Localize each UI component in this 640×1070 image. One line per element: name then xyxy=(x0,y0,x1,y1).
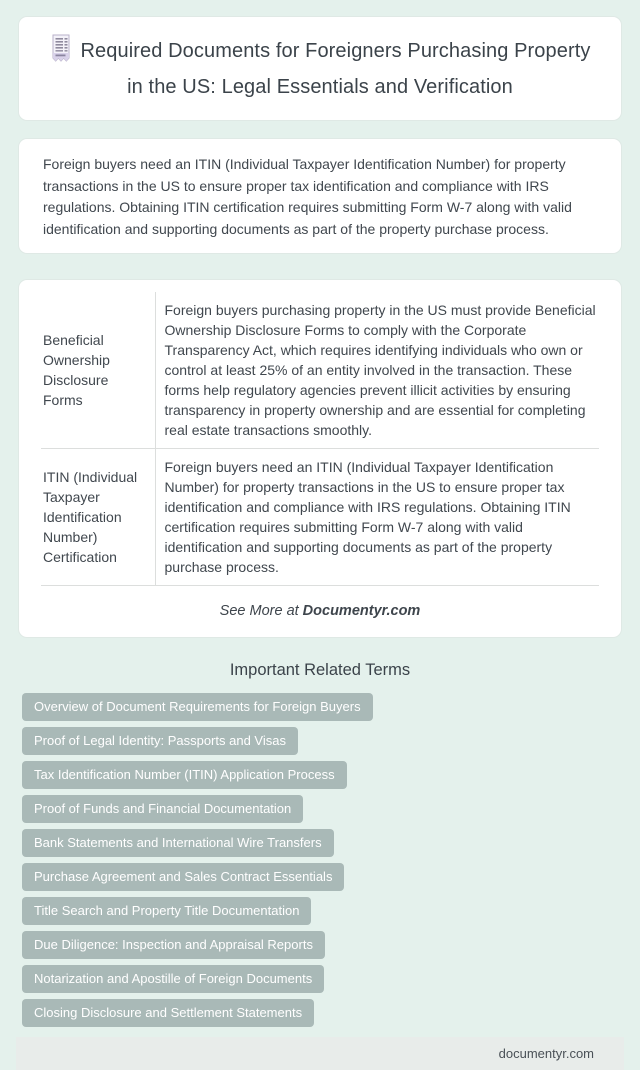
tag-itin-application-process[interactable]: Tax Identification Number (ITIN) Application Process xyxy=(22,761,347,789)
intro-paragraph: Foreign buyers need an ITIN (Individual Taxpayer Identification Number) for property transactions in the US to ensure proper tax identification and compliance with IRS regulations. Obtaining ITIN certification requires submitting Form W-7 along with valid identification and supporting documents as part of the property purchase process. xyxy=(43,156,572,237)
brand-name: Documentyr.com xyxy=(302,603,421,619)
tag-proof-of-funds[interactable]: Proof of Funds and Financial Documentation xyxy=(22,795,303,823)
footer-bar xyxy=(16,1037,624,1070)
tag-title-search[interactable]: Title Search and Property Title Documentation xyxy=(22,897,311,925)
tag-proof-of-legal-identity[interactable]: Proof of Legal Identity: Passports and Visas xyxy=(22,727,298,755)
related-terms-heading: Important Related Terms xyxy=(229,661,411,679)
term-cell: Beneficial Ownership Disclosure Forms xyxy=(41,292,155,449)
glossary-table xyxy=(41,292,599,586)
page-title xyxy=(41,34,599,103)
see-more-text: See More at xyxy=(219,603,299,619)
title-card xyxy=(18,16,622,121)
see-more-line xyxy=(41,603,599,619)
tag-bank-statements-wire-transfers[interactable]: Bank Statements and International Wire Transfers xyxy=(22,829,334,857)
intro-card xyxy=(18,138,622,254)
tag-notarization-apostille[interactable]: Notarization and Apostille of Foreign Documents xyxy=(22,965,324,993)
glossary-card xyxy=(18,279,622,638)
term-cell: ITIN (Individual Taxpayer Identification Number) Certification xyxy=(41,449,155,586)
description-cell: Foreign buyers purchasing property in the US must provide Beneficial Ownership Disclosure Forms to comply with the Corporate Transparency Act, which requires identifying individuals who own or control at least 25% of an entity involved in the transaction. These forms help regulatory agencies prevent illicit activities by ensuring transparency in property ownership and are essential for completing real estate transactions smoothly. xyxy=(155,292,599,449)
related-terms-tags xyxy=(16,693,624,1027)
description-cell: Foreign buyers need an ITIN (Individual Taxpayer Identification Number) for property transactions in the US to ensure proper tax identification and compliance with IRS regulations. Obtaining ITIN certification requires submitting Form W-7 along with valid identification and supporting documents as part of the property purchase process. xyxy=(155,449,599,586)
tag-purchase-agreement[interactable]: Purchase Agreement and Sales Contract Essentials xyxy=(22,863,344,891)
table-row xyxy=(41,449,599,586)
footer-site-link[interactable]: documentyr.com xyxy=(498,1046,594,1061)
tag-closing-disclosure[interactable]: Closing Disclosure and Settlement Statements xyxy=(22,999,314,1027)
receipt-icon xyxy=(50,34,72,72)
table-row xyxy=(41,292,599,449)
page-title-text: Required Documents for Foreigners Purchasing Property in the US: Legal Essentials and Verification xyxy=(80,40,591,98)
tag-due-diligence[interactable]: Due Diligence: Inspection and Appraisal Reports xyxy=(22,931,325,959)
tag-overview-of-document-requirements[interactable]: Overview of Document Requirements for Foreign Buyers xyxy=(22,693,373,721)
